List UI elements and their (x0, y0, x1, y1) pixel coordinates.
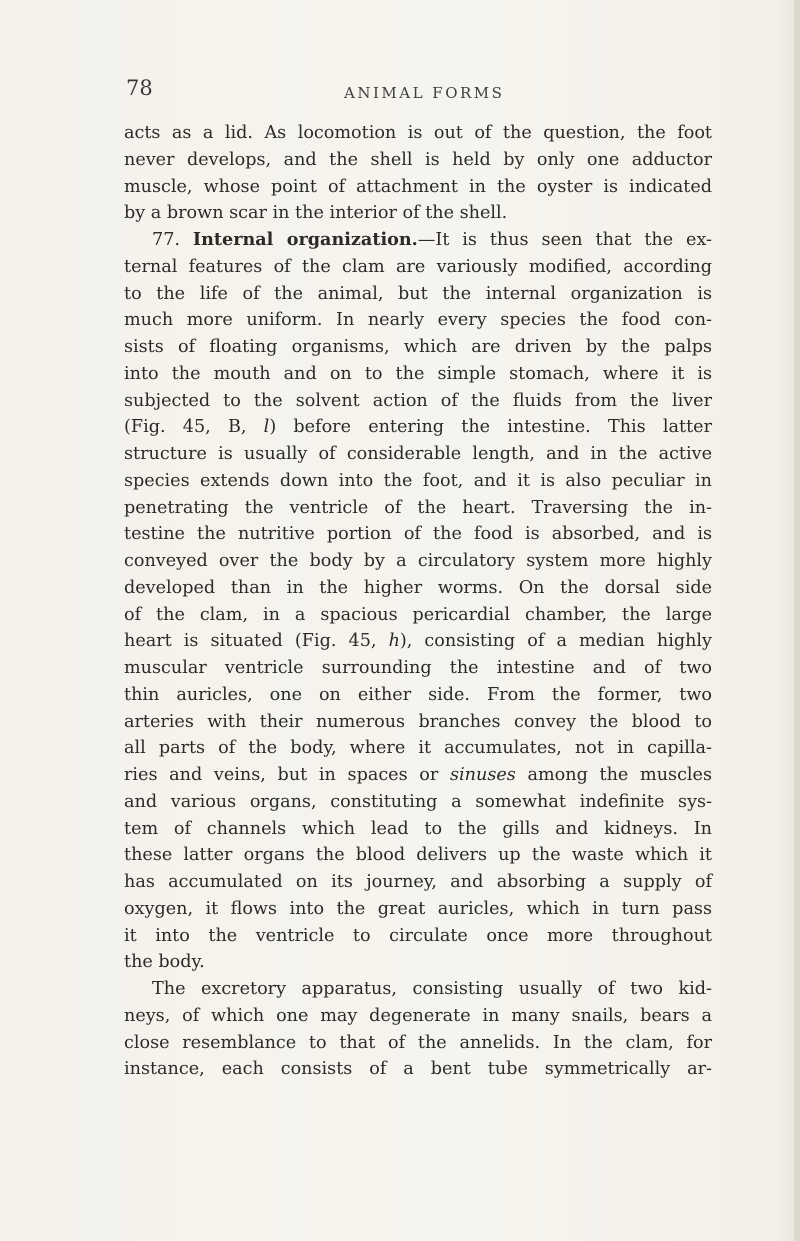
body-text (124, 120, 712, 1083)
text-line: acts as a lid. As locomotion is out of the question, the foot (124, 123, 712, 143)
text-line: ternal features of the clam are variously modified, according (124, 256, 712, 277)
text-line: the body. (124, 952, 205, 973)
text-line: muscular ventricle surrounding the intestine and of two (124, 658, 712, 678)
text-line: conveyed over the body by a circulatory system more highly (124, 551, 712, 571)
text-line: of the clam, in a spacious pericardial chamber, the large (124, 604, 712, 625)
text-line: oxygen, it flows into the great auricles, which in turn pass (124, 898, 712, 919)
page-number: 78 (126, 76, 153, 100)
page-edge-shadow (794, 0, 800, 1241)
text-line: into the mouth and on to the simple stomach, where it is (124, 363, 712, 384)
section-number: 77. (152, 230, 180, 250)
text-line: penetrating the ventricle of the heart. Traversing the in- (124, 497, 712, 518)
text-line: developed than in the higher worms. On the dorsal side (124, 577, 712, 598)
section-heading-line (124, 227, 712, 254)
heading-line-text: —It is thus seen that the ex- (417, 230, 712, 250)
text-line: all parts of the body, where it accumulates, not in capilla- (124, 738, 712, 759)
text-line: it into the ventricle to circulate once more throughout (124, 925, 712, 946)
text-line: by a brown scar in the interior of the shell. (124, 203, 508, 224)
text-line: and various organs, constituting a somewhat indefinite sys- (124, 791, 712, 812)
text-line: has accumulated on its journey, and absorbing a supply of (124, 872, 712, 892)
text-line: arteries with their numerous branches convey the blood to (124, 711, 712, 732)
text-line: The excretory apparatus, consisting usually of two kid- (152, 979, 712, 999)
paragraph-continuation (124, 120, 712, 227)
text-line: never develops, and the shell is held by only one adductor (124, 149, 712, 170)
text-line: these latter organs the blood delivers up the waste which it (124, 845, 712, 866)
text-line: thin auricles, one on either side. From the former, two (124, 684, 712, 705)
text-line: sists of floating organisms, which are driven by the palps (124, 337, 712, 357)
text-line: species extends down into the foot, and it is also peculiar in (124, 470, 712, 491)
text-line: tem of channels which lead to the gills and kidneys. In (124, 818, 712, 839)
text-line: to the life of the animal, but the internal organization is (124, 283, 712, 304)
text-line: neys, of which one may degenerate in many snails, bears a (124, 1005, 712, 1026)
page-header (126, 76, 716, 110)
text-line: subjected to the solvent action of the fluids from the liver (124, 390, 712, 411)
text-line: close resemblance to that of the annelids. In the clam, for (124, 1032, 712, 1053)
section-77-paragraph (124, 227, 712, 976)
text-line: structure is usually of considerable length, and in the active (124, 444, 712, 464)
text-line: heart is situated (Fig. 45, h), consisting of a median highly (124, 631, 712, 652)
text-line: testine the nutritive portion of the food is absorbed, and is (124, 524, 712, 545)
excretory-paragraph (124, 976, 712, 1083)
text-line: much more uniform. In nearly every species the food con- (124, 310, 712, 331)
text-line: instance, each consists of a bent tube symmetrically ar- (124, 1059, 712, 1080)
text-line: ries and veins, but in spaces or sinuses among the muscles (124, 765, 712, 785)
text-line: muscle, whose point of attachment in the oyster is indicated (124, 176, 712, 197)
text-line: (Fig. 45, B, l) before entering the intestine. This latter (124, 417, 712, 438)
section-title: Internal organization. (192, 229, 418, 250)
running-head: ANIMAL FORMS (344, 84, 505, 102)
